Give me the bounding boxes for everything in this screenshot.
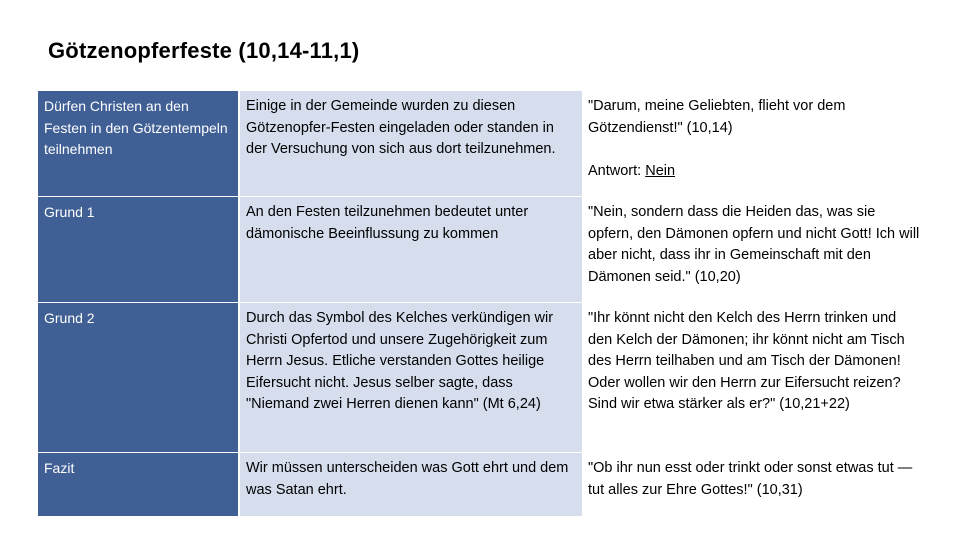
- answer-prefix: Antwort:: [588, 163, 646, 179]
- row-text-cell: [240, 303, 582, 453]
- row-text-cell: [240, 197, 582, 303]
- table-row: [38, 453, 582, 517]
- table-row: [38, 197, 582, 303]
- row-text: Durch das Symbol des Kelches verkündigen wir Christi Opfertod und unsere Zugehörigkeit zum Herrn Jesus. Etliche verstanden Gottes heilige Eifersucht nicht. Jesus selber sagte, dass "Niemand zwei Herren dienen kann" (Mt 6,24): [246, 310, 554, 412]
- quote-cell: [582, 91, 927, 197]
- row-label: Dürfen Christen an den Festen in den Götzentempeln teilnehmen: [44, 98, 228, 157]
- row-label-cell: [38, 91, 240, 197]
- row-text: Einige in der Gemeinde wurden zu diesen Götzenopfer-Festen eingeladen oder standen in der Versuchung von sich aus dort teilzunehmen.: [246, 98, 556, 157]
- bible-quote: "Ob ihr nun esst oder trinkt oder sonst etwas tut — tut alles zur Ehre Gottes!" (10,31): [588, 460, 913, 498]
- quote-cell: [582, 303, 927, 453]
- row-label: Grund 2: [44, 310, 95, 326]
- row-label-cell: [38, 453, 240, 517]
- bible-quote: "Nein, sondern dass die Heiden das, was sie opfern, den Dämonen opfern und nicht Gott! Ich will aber nicht, dass ihr in Gemeinschaft mit den Dämonen seid." (10,20): [588, 204, 920, 285]
- table-row: [38, 91, 582, 197]
- row-label-cell: [38, 303, 240, 453]
- row-text: An den Festen teilzunehmen bedeutet unter dämonische Beeinflussung zu kommen: [246, 204, 529, 242]
- content-table: [38, 91, 582, 517]
- quote-column: [582, 91, 927, 517]
- quote-cell: [582, 453, 927, 517]
- row-text: Wir müssen unterscheiden was Gott ehrt und dem was Satan ehrt.: [246, 460, 569, 498]
- answer-value: Nein: [645, 163, 676, 179]
- row-label-cell: [38, 197, 240, 303]
- bible-quote: "Ihr könnt nicht den Kelch des Herrn trinken und den Kelch der Dämonen; ihr könnt nicht am Tisch des Herrn teilhaben und am Tisch der Dämonen! Oder wollen wir den Herrn zur Eifersucht reizen? Sind wir etwa stärker als er?" (10,21+22): [588, 310, 905, 412]
- table-row: [38, 303, 582, 453]
- bible-quote: "Darum, meine Geliebten, flieht vor dem Götzendienst!" (10,14): [588, 98, 846, 136]
- row-text-cell: [240, 453, 582, 517]
- slide-title: Götzenopferfeste (10,14-11,1): [48, 38, 360, 63]
- row-text-cell: [240, 91, 582, 197]
- row-label: Fazit: [44, 460, 75, 476]
- quote-cell: [582, 197, 927, 303]
- row-label: Grund 1: [44, 204, 95, 220]
- answer-line: [588, 161, 675, 183]
